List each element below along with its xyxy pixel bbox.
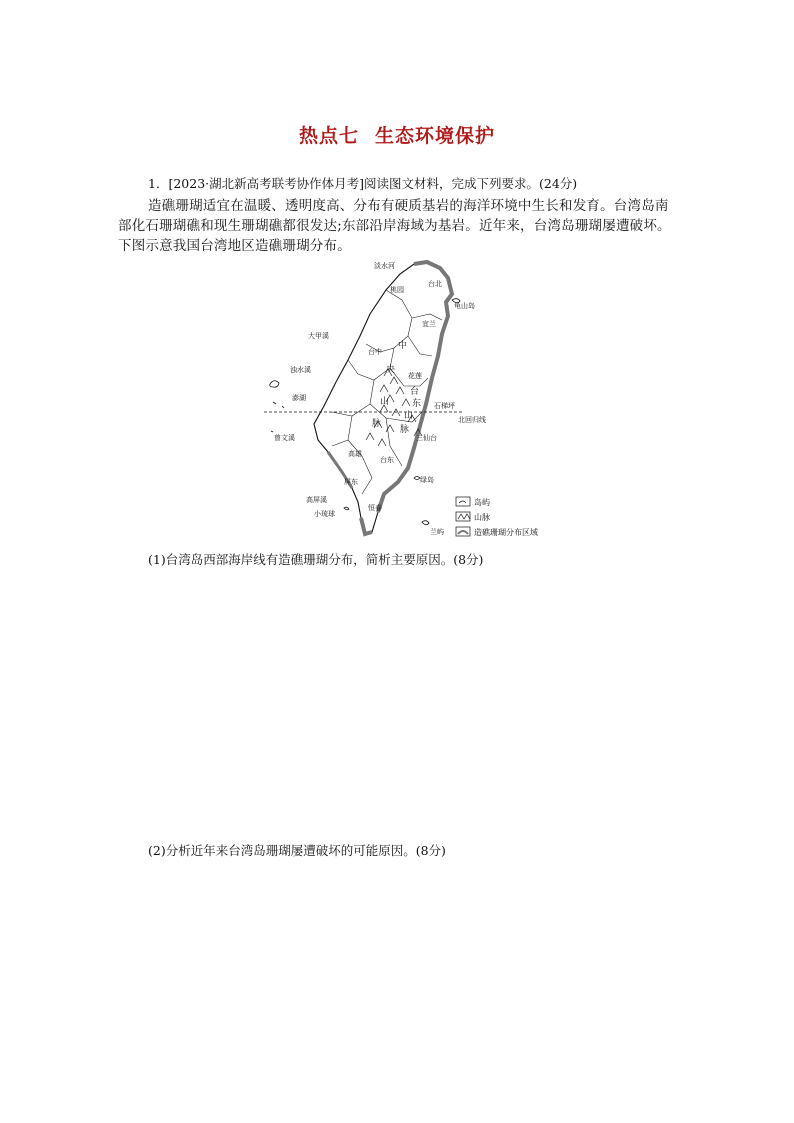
range-label-4: 脉: [372, 419, 382, 429]
label-taidong: 台东: [380, 456, 394, 464]
label-taibei: 台北: [428, 280, 442, 288]
range-label-3: 山: [380, 397, 390, 407]
legend-island: 岛屿: [474, 498, 490, 507]
label-dajia: 大甲溪: [308, 332, 329, 340]
sub-question-2: (2)分析近年来台湾岛珊瑚屡遭破坏的可能原因。(8分): [148, 843, 446, 858]
taiwan-coral-map: [262, 256, 562, 542]
label-yilan: 宜兰: [422, 320, 436, 328]
range-label-7: 山: [404, 411, 414, 421]
label-shitiping: 石梯坪: [434, 402, 455, 410]
range-label-5: 台: [410, 387, 420, 397]
label-ludao: 绿岛: [420, 476, 434, 484]
map-legend: [456, 497, 538, 537]
title-part1: 热点七: [298, 125, 359, 147]
range-label-2: 央: [386, 365, 396, 375]
label-taoyuan: 桃园: [390, 286, 404, 294]
label-taizhong: 台中: [368, 348, 382, 356]
label-lanyu: 兰屿: [430, 528, 444, 536]
page-title: [0, 121, 794, 148]
label-gaoxiong: 高雄: [348, 450, 362, 458]
legend-coral: 造礁珊瑚分布区域: [474, 528, 538, 537]
sub-question-1: (1)台湾岛西部海岸线有造礁珊瑚分布，简析主要原因。(8分): [148, 552, 484, 567]
label-gaoping: 高屏溪: [306, 496, 327, 504]
range-label-6: 东: [412, 399, 422, 409]
label-sanxiantai: 三仙台: [416, 434, 437, 442]
range-label-8: 脉: [400, 425, 410, 435]
title-part2: 生态环境保护: [375, 125, 496, 147]
question-header: 1．[2023·湖北新高考联考协作体月考]阅读图文材料，完成下列要求。(24分): [148, 176, 578, 191]
label-beihuigui: 北回归线: [458, 416, 486, 424]
question-material: 造礁珊瑚适宜在温暖、透明度高、分布有硬质基岩的海洋环境中生长和发育。台湾岛南部化石珊瑚礁和现生珊瑚礁都很发达;东部沿岸海域为基岩。近年来，台湾岛珊瑚屡遭破坏。下图示意我国台湾地区造礁珊瑚分布。: [118, 198, 671, 254]
label-danshui: 淡水河: [374, 262, 395, 270]
label-xiaoliuqiu: 小琉球: [314, 510, 335, 518]
label-hualian: 花莲: [408, 372, 422, 380]
label-hengchun: 恒春: [368, 504, 382, 512]
label-penghu: 澎湖: [292, 394, 306, 402]
label-zhuoshui: 浊水溪: [290, 366, 311, 374]
label-zengwen: 曾文溪: [274, 434, 295, 442]
legend-mountain: 山脉: [474, 513, 490, 522]
range-label-1: 中: [398, 341, 408, 351]
label-guishan: 龟山岛: [454, 302, 475, 310]
label-pingdong: 屏东: [344, 478, 358, 486]
